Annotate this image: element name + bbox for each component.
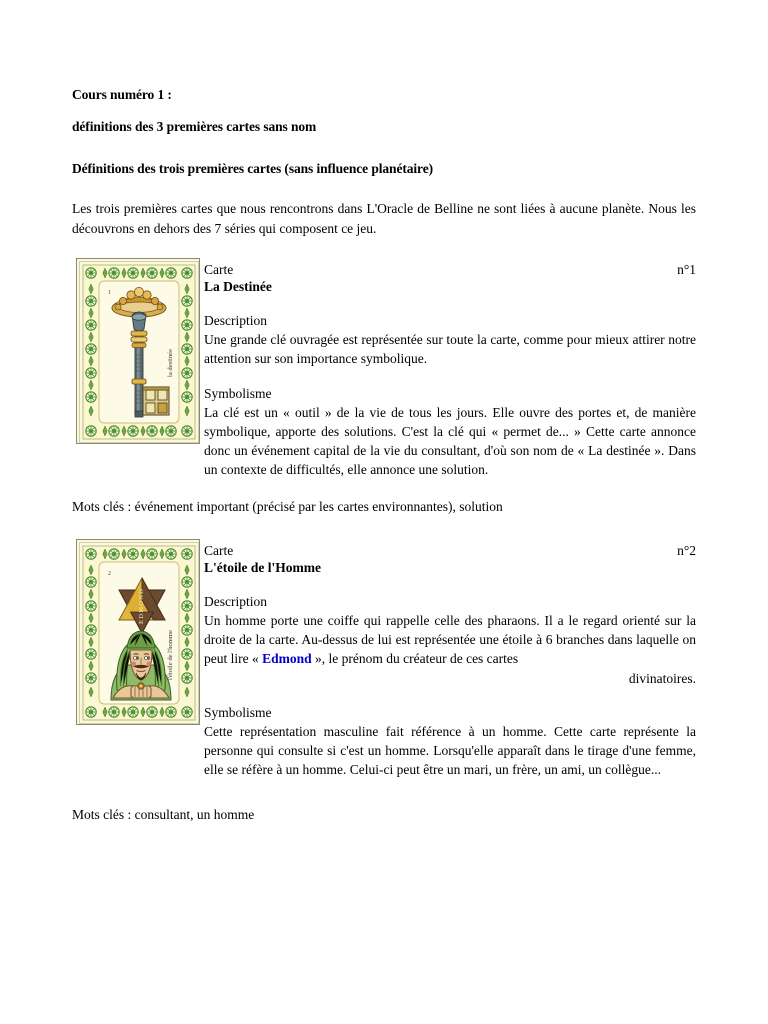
description-part-1: Un homme porte une coiffe qui rappelle celle des pharaons. Il a le regard orienté sur la droite de la carte. Au-dessus de lui est représentée une étoile à 6 branches dans laquelle on peut lire «: [204, 613, 696, 667]
description-text: Une grande clé ouvragée est représentée sur toute la carte, comme pour mieux attirer notre attention sur son importance symbolique.: [204, 332, 696, 367]
card-image-1: [76, 258, 200, 444]
card-entry-1: [72, 258, 696, 479]
description-heading: Description: [204, 313, 267, 328]
card-vertical-title: la destinée: [167, 349, 174, 378]
description-tail: divinatoires.: [628, 670, 696, 686]
symbolism-heading: Symbolisme: [204, 385, 272, 401]
card-image-2: [76, 539, 200, 725]
symbolism-text: Cette représentation masculine fait référence à un homme. Cette carte représente la personne qui consulte si c'est un homme. Lorsqu'elle apparaît dans le tirage d'une femme, elle se réfère à un homme. Celui-ci peut être un mari, un frère, un ami, un collègue...: [204, 723, 696, 778]
card-topline-1: [204, 262, 696, 279]
oracle-card-destinee: [76, 258, 200, 444]
description-part-2: », le prénom du créateur de ces cartes: [311, 651, 519, 667]
card-artwork-pharaoh-svg: [77, 540, 200, 725]
card-index-number: 1: [108, 290, 111, 297]
oracle-card-etoile-homme: [76, 539, 200, 725]
card-text-2: [204, 539, 696, 779]
course-heading-line-2: définitions des 3 premières cartes sans nom: [72, 118, 317, 134]
symbolism-text: La clé est un « outil » de la vie de tous les jours. Elle ouvre des portes et, de manière symbolique, apporte des solutions. C'est la clé qui « permet de... » Cette carte annonce donc un événement capital de la vie du consultant, d'où son nom de « La destinée ». Dans un contexte de difficultés, elle annonce une solution.: [204, 404, 696, 478]
card-artwork-key-svg: [77, 259, 200, 444]
card-index-number: 2: [108, 570, 111, 577]
card-title: L'étoile de l'Homme: [204, 559, 321, 575]
star-name-text: EDMOND: [138, 587, 145, 624]
card-number: n°2: [677, 542, 696, 558]
card-number: n°1: [677, 262, 696, 278]
card-topline-2: [204, 543, 696, 560]
card-vertical-title: l'étoile de l'homme: [167, 629, 174, 680]
description-heading: Description: [204, 593, 267, 609]
card-entry-2: [72, 539, 696, 779]
card-label: Carte: [204, 542, 234, 558]
course-heading-line-1: Cours numéro 1 :: [72, 87, 172, 102]
card-label: Carte: [204, 262, 234, 278]
keywords-line-2: Mots clés : consultant, un homme: [72, 807, 255, 823]
creator-name-highlight: Edmond: [262, 651, 312, 667]
symbolism-heading: Symbolisme: [204, 704, 272, 720]
card-title: La Destinée: [204, 279, 272, 295]
keywords-line-1: Mots clés : événement important (précisé par les cartes environnantes), solution: [72, 499, 503, 515]
section-title: Définitions des trois premières cartes (sans influence planétaire): [72, 161, 433, 176]
card-text-1: [204, 258, 696, 479]
description-text: [204, 611, 696, 668]
description-tail-line: [204, 669, 696, 688]
intro-paragraph: Les trois premières cartes que nous rencontrons dans L'Oracle de Belline ne sont liées à aucune planète. Nous les découvrons en dehors des 7 séries qui composent ce jeu.: [72, 201, 696, 236]
